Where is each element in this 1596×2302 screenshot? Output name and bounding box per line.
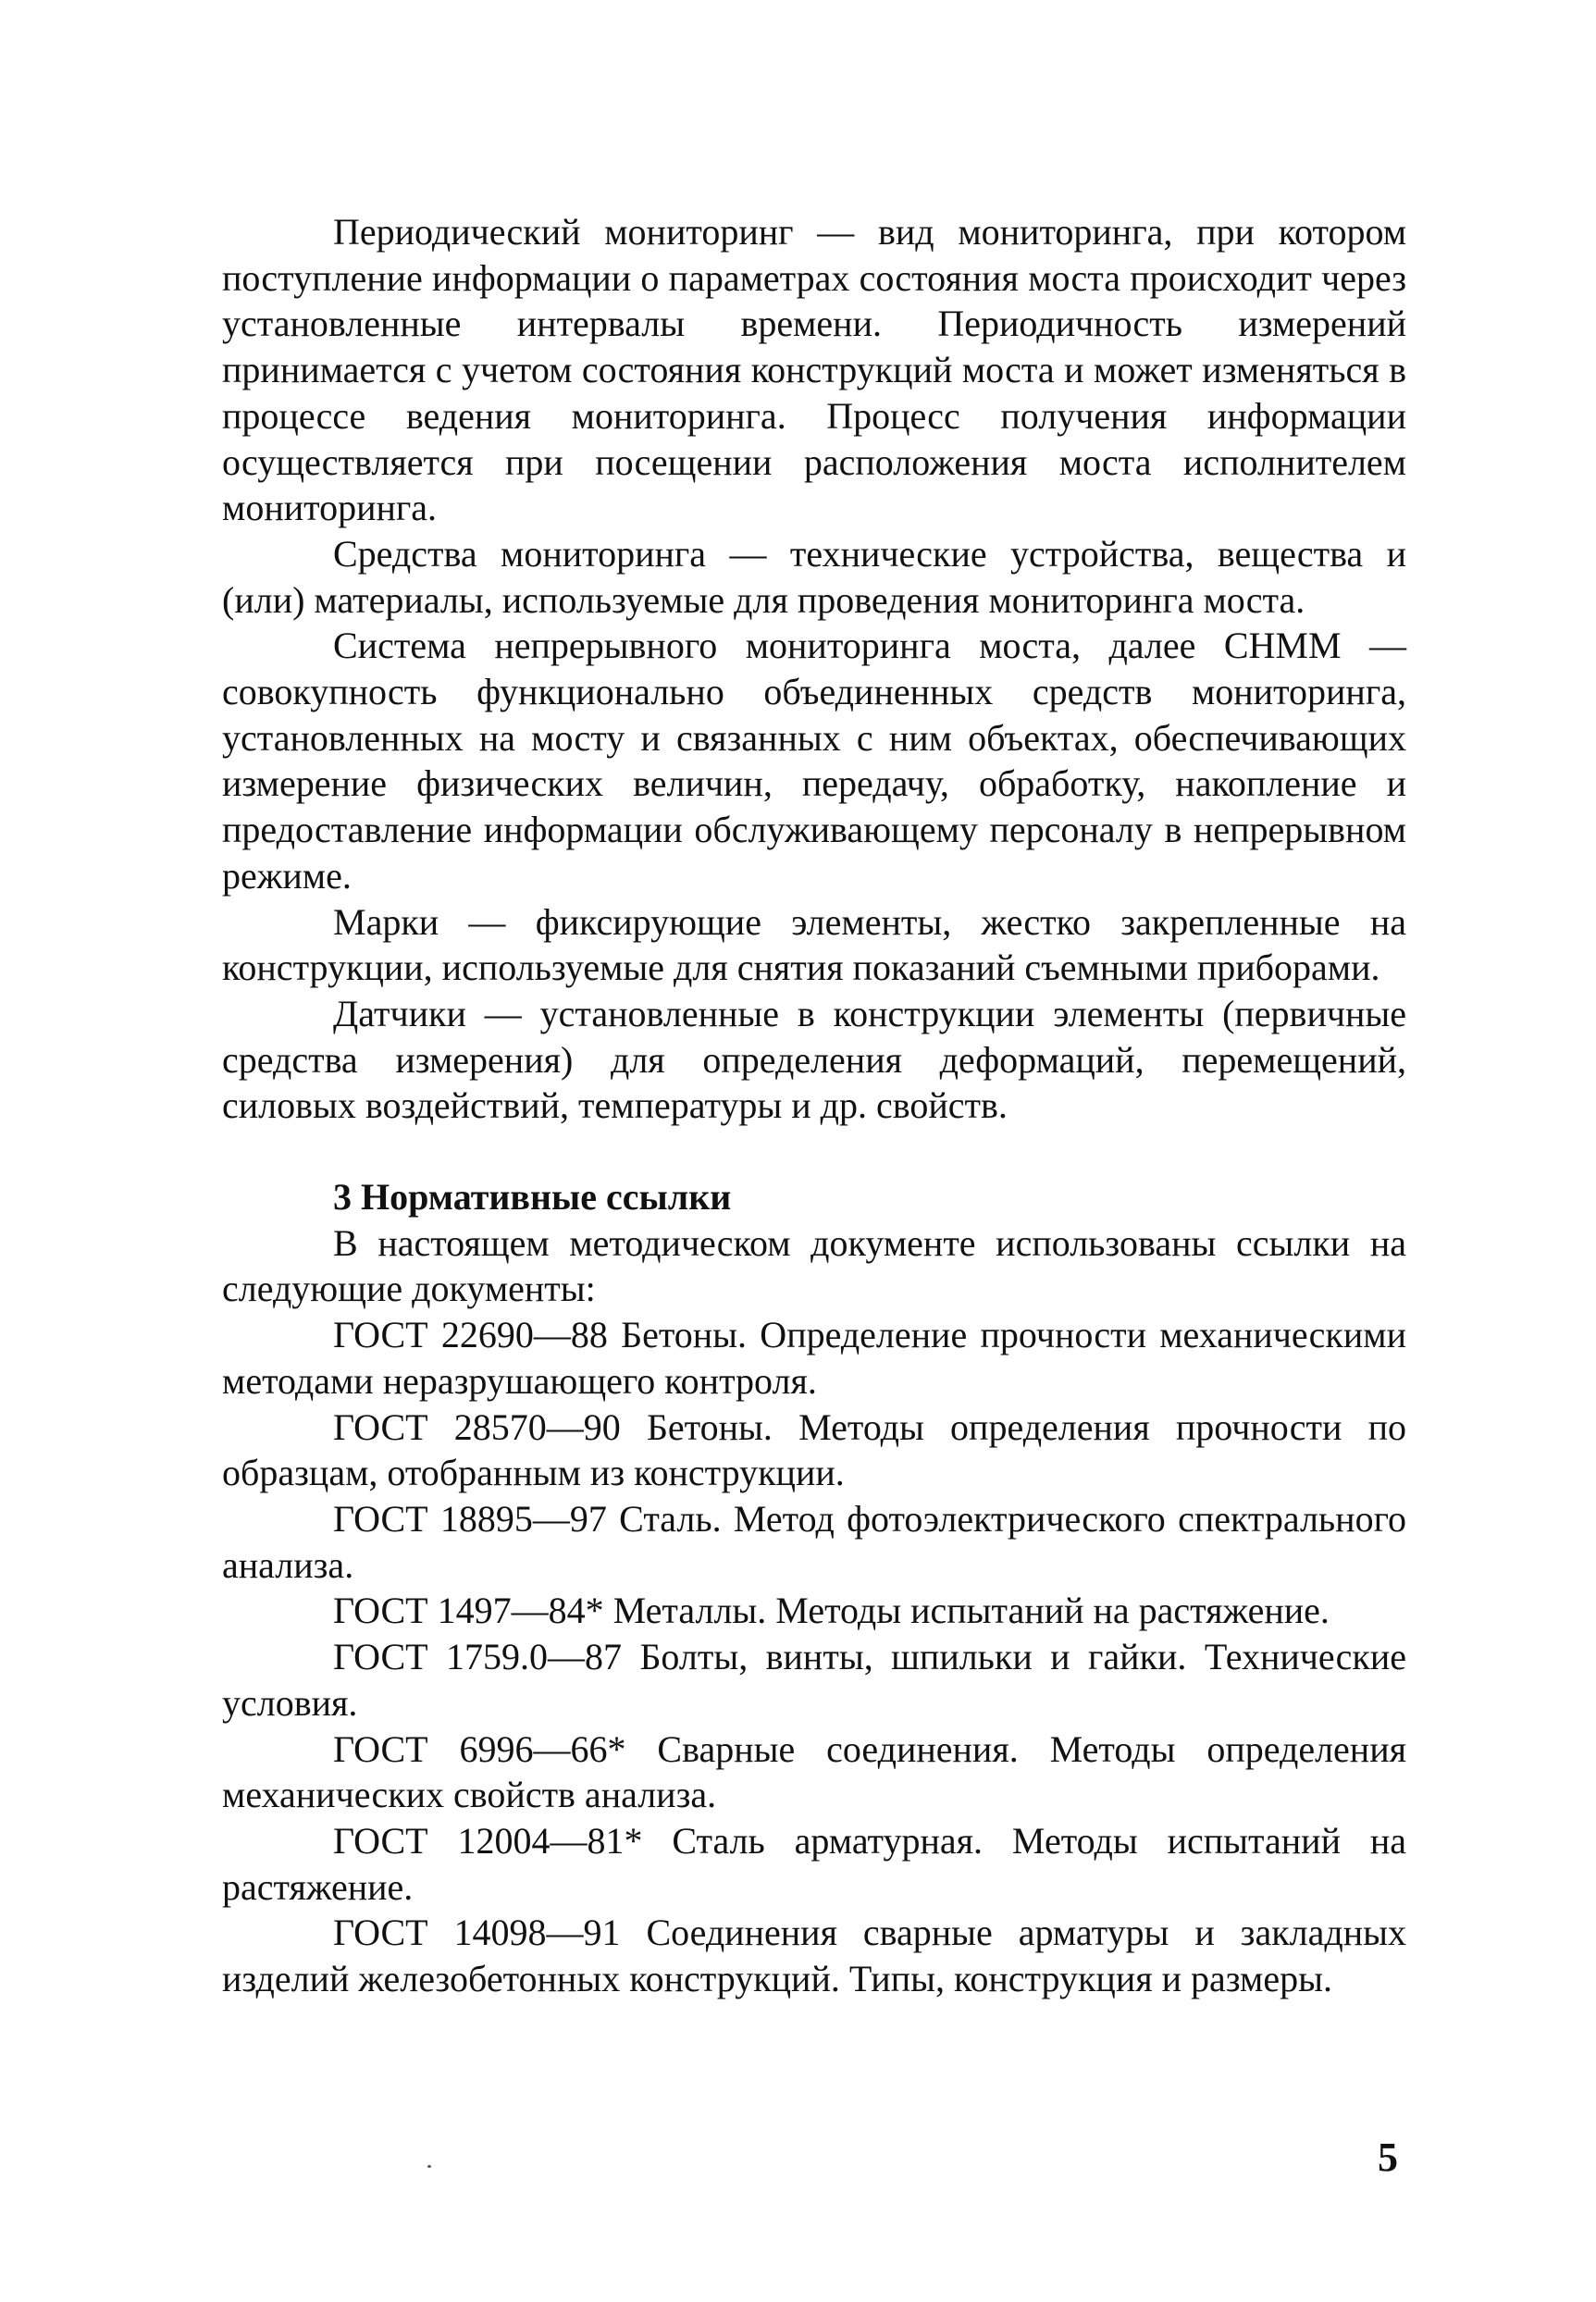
paragraph-marks: Марки — фиксирующие элементы, жестко закрепленные на конструкции, используемые для снятия показаний съемными приборами. — [222, 900, 1406, 989]
reference-gost-12004: ГОСТ 12004—81* Сталь арматурная. Методы испытаний на растяжение. — [222, 1819, 1406, 1908]
body-text — [222, 209, 1406, 2002]
section-heading: 3 Нормативные ссылки — [333, 1176, 732, 1219]
page-number: 5 — [1378, 2135, 1398, 2180]
scan-speck — [427, 2165, 431, 2168]
paragraph-sensors: Датчики — установленные в конструкции элементы (первичные средства измерения) для определения деформаций, перемещений, силовых воздействий, температуры и др. свойств. — [222, 992, 1406, 1127]
paragraph-continuous-monitoring-system: Система непрерывного мониторинга моста, далее СНММ — совокупность функционально объединенных средств мониторинга, установленных на мосту и связанных с ним объектах, обеспечивающих измерение физических величин, передачу, обработку, накопление и предоставление информации обслуживающему персоналу в непрерывном режиме. — [222, 625, 1406, 897]
reference-gost-1759: ГОСТ 1759.0—87 Болты, винты, шпильки и гайки. Технические условия. — [222, 1636, 1406, 1724]
paragraph-references-intro: В настоящем методическом документе использованы ссылки на следующие документы: — [222, 1221, 1406, 1310]
reference-gost-14098: ГОСТ 14098—91 Соединения сварные арматуры и закладных изделий железобетонных конструкций. Типы, конструкция и размеры. — [222, 1912, 1406, 2000]
reference-gost-28570: ГОСТ 28570—90 Бетоны. Методы определения прочности по образцам, отобранным из конструкции. — [222, 1405, 1406, 1494]
reference-gost-18895: ГОСТ 18895—97 Сталь. Метод фотоэлектрического спектрального анализа. — [222, 1497, 1406, 1586]
reference-gost-22690: ГОСТ 22690—88 Бетоны. Определение прочности механическими методами неразрушающего контроля. — [222, 1314, 1406, 1402]
reference-gost-1497: ГОСТ 1497—84* Металлы. Методы испытаний на растяжение. — [333, 1590, 1330, 1632]
reference-gost-6996: ГОСТ 6996—66* Сварные соединения. Методы определения механических свойств анализа. — [222, 1727, 1406, 1816]
paragraph-periodic-monitoring: Периодический мониторинг — вид мониторинга, при котором поступление информации о параметрах состояния моста происходит через установленные интервалы времени. Периодичность измерений принимается с учетом состояния конструкций моста и может изменяться в процессе ведения мониторинга. Процесс получения информации осуществляется при посещении расположения моста исполнителем мониторинга. — [222, 211, 1406, 529]
paragraph-monitoring-means: Средства мониторинга — технические устройства, вещества и (или) материалы, используемые для проведения мониторинга моста. — [222, 532, 1406, 621]
